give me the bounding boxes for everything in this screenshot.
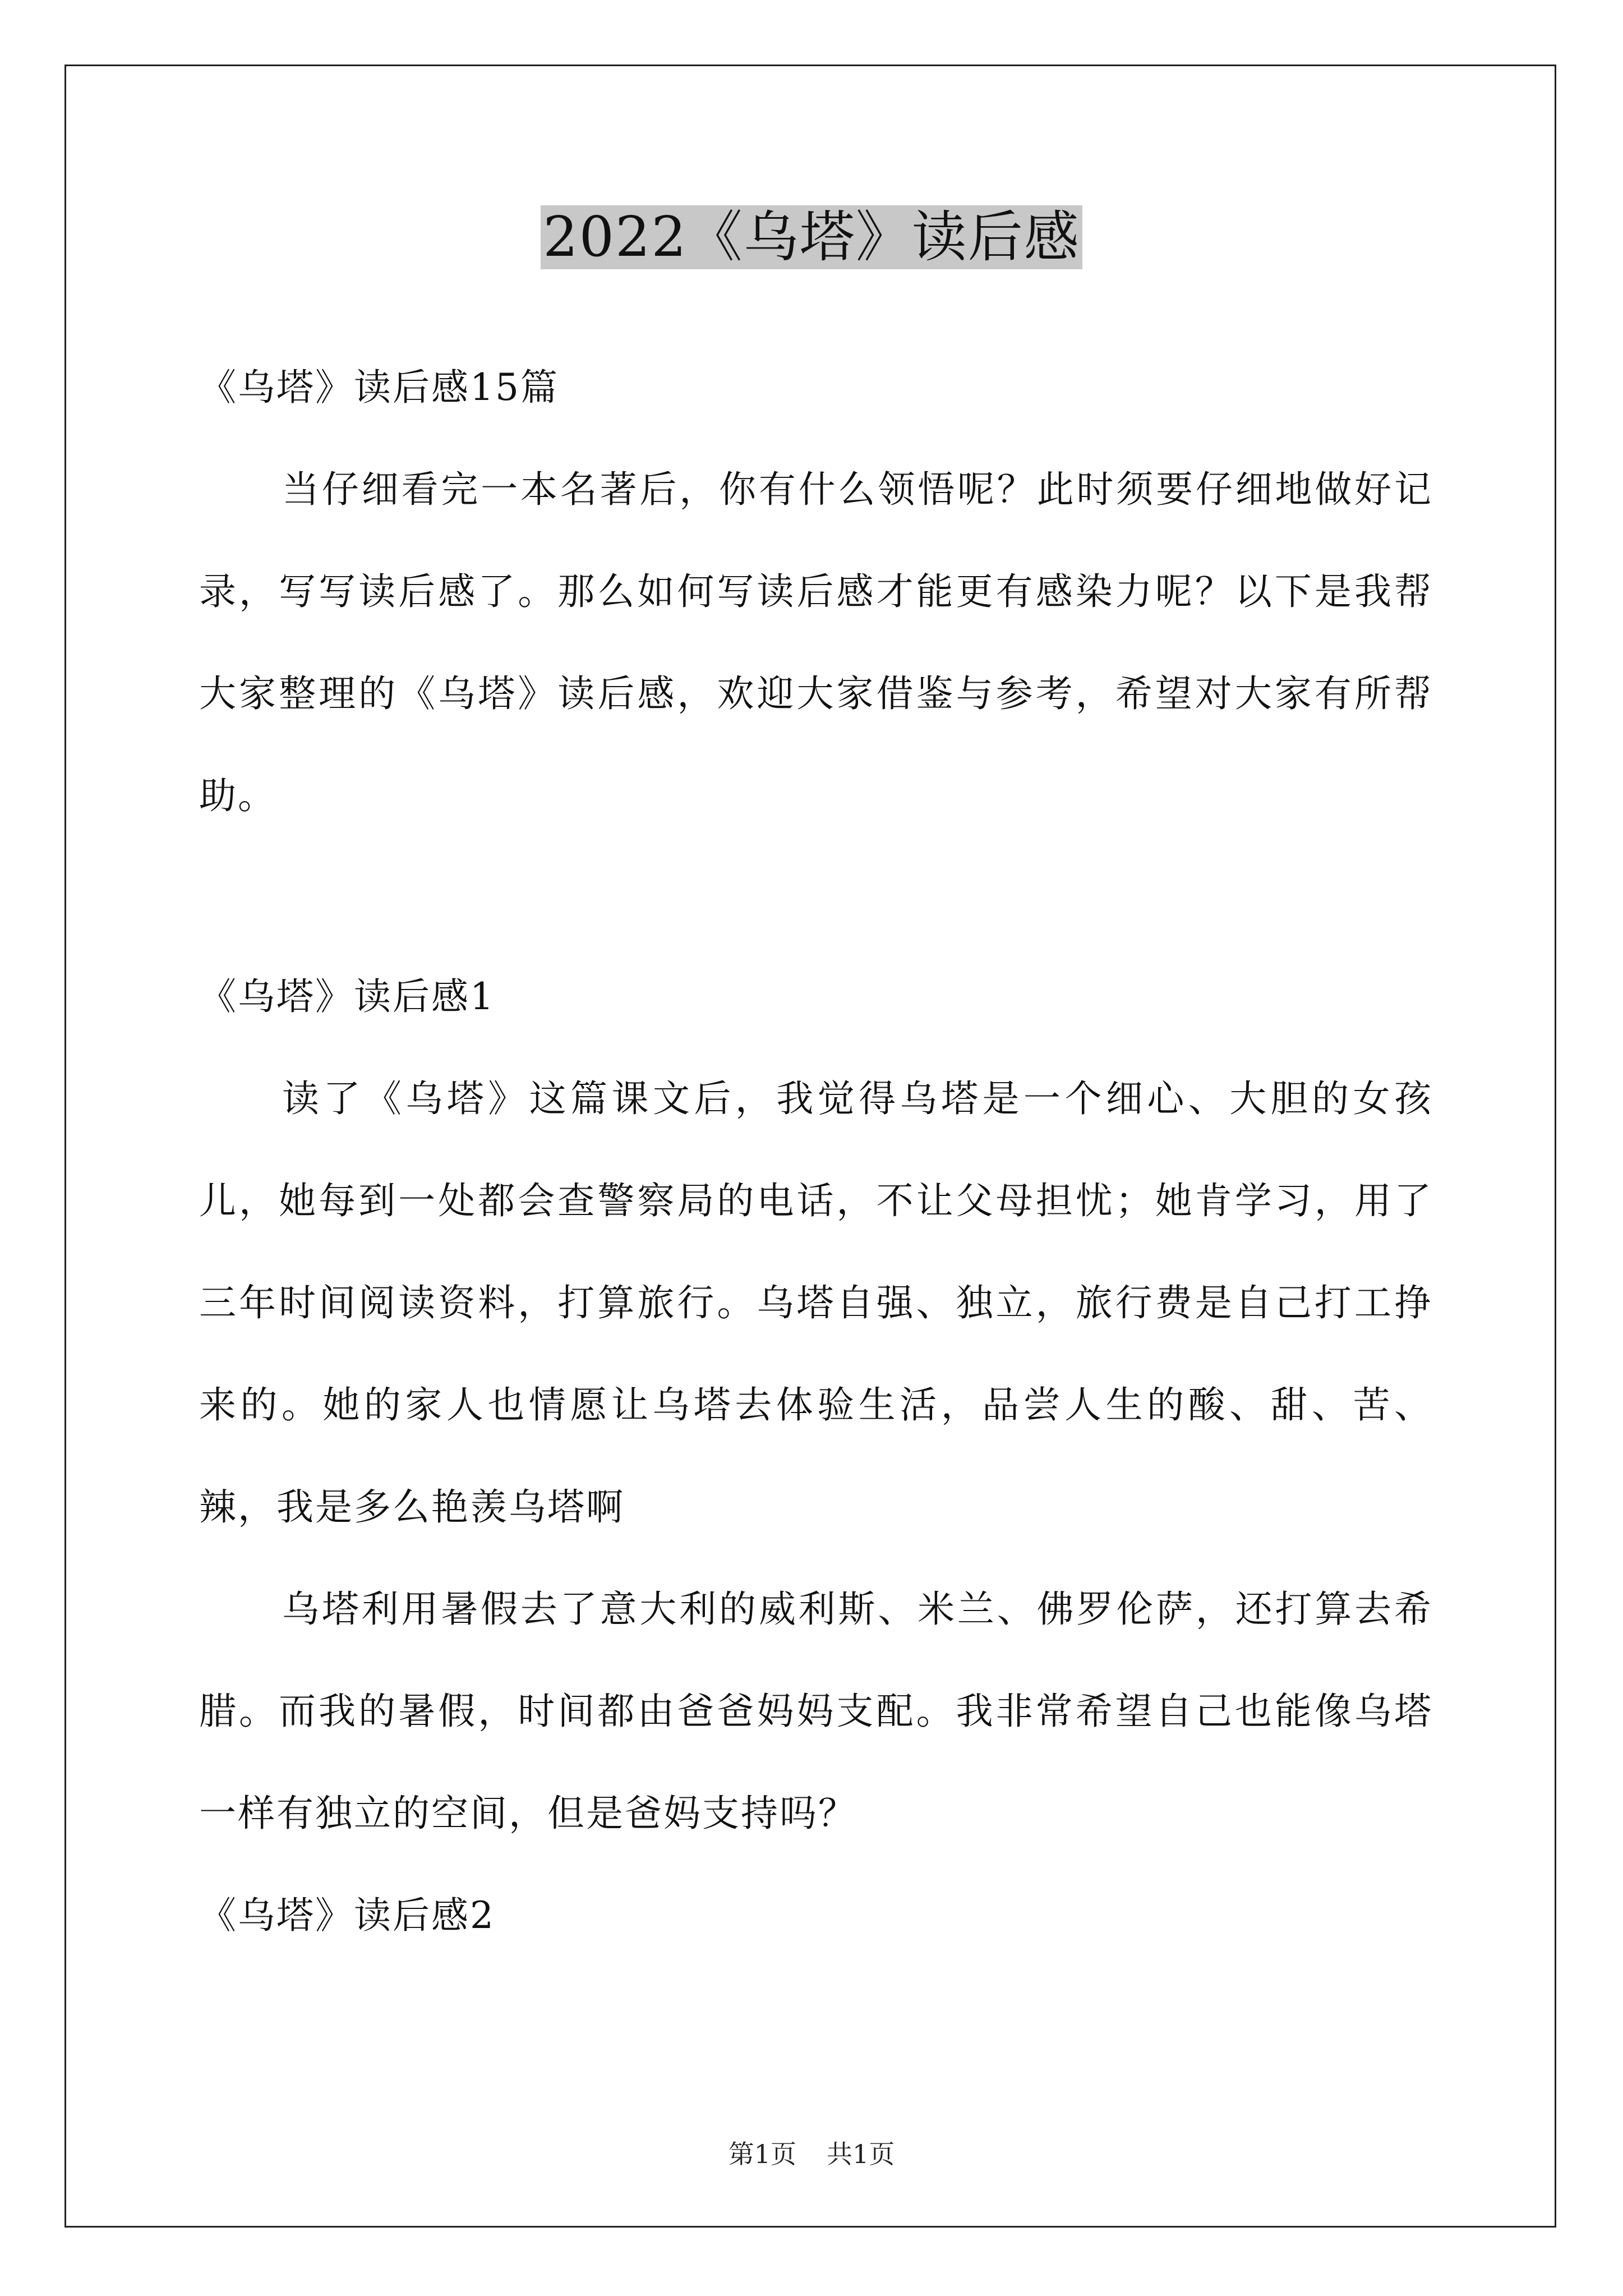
page-number-total: 共1页 <box>827 2139 895 2169</box>
section-heading-1: 《乌塔》读后感1 <box>199 975 495 1018</box>
document-body <box>199 337 1433 1967</box>
page-footer <box>0 2137 1623 2171</box>
document-title-text: 2022《乌塔》读后感 <box>541 205 1082 269</box>
section-heading-main: 《乌塔》读后感15篇 <box>199 366 559 409</box>
section-heading-2: 《乌塔》读后感2 <box>199 1894 495 1937</box>
page-number-current: 第1页 <box>728 2139 796 2169</box>
document-title <box>0 201 1623 274</box>
essay-1-paragraph-2: 乌塔利用暑假去了意大利的威利斯、米兰、佛罗伦萨，还打算去希腊。而我的暑假，时间都由爸爸妈妈支配。我非常希望自己也能像乌塔一样有独立的空间，但是爸妈支持吗？ <box>199 1588 1433 1835</box>
essay-1-paragraph-1: 读了《乌塔》这篇课文后，我觉得乌塔是一个细心、大胆的女孩儿，她每到一处都会查警察局的电话，不让父母担忧；她肯学习，用了三年时间阅读资料，打算旅行。乌塔自强、独立，旅行费是自己打工挣来的。她的家人也情愿让乌塔去体验生活，品尝人生的酸、甜、苦、辣，我是多么艳羡乌塔啊 <box>199 1077 1433 1529</box>
paragraph-gap <box>199 847 1433 946</box>
intro-paragraph: 当仔细看完一本名著后，你有什么领悟呢？此时须要仔细地做好记录，写写读后感了。那么如何写读后感才能更有感染力呢？以下是我帮大家整理的《乌塔》读后感，欢迎大家借鉴与参考，希望对大家有所帮助。 <box>199 468 1433 817</box>
